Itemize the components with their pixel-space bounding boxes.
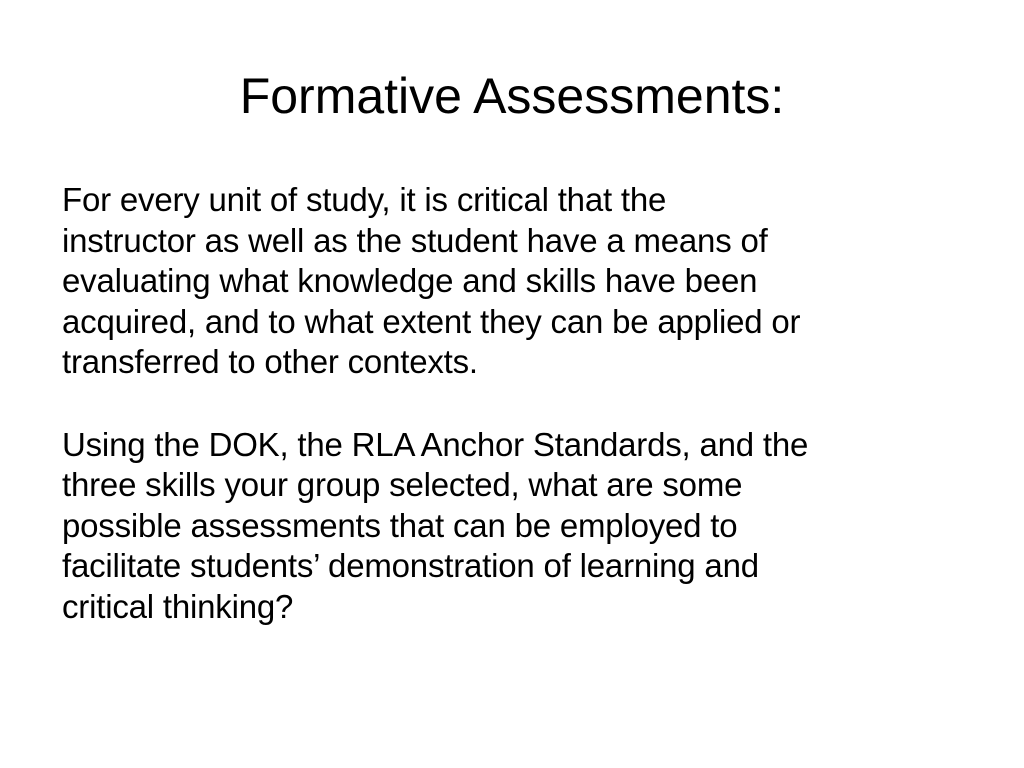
paragraph-unit-of-study — [62, 180, 972, 383]
paragraph-line: critical thinking? — [62, 587, 294, 625]
paragraph-line: transferred to other contexts. — [62, 343, 478, 380]
paragraph-line: possible assessments that can be employed to — [62, 506, 738, 544]
slide-body — [62, 180, 972, 669]
slide-title: Formative Assessments: — [239, 68, 785, 124]
paragraph-line: three skills your group selected, what are some — [62, 466, 743, 503]
paragraph-line: facilitate students’ demonstration of learning and — [62, 547, 759, 584]
paragraph-using-dok — [62, 425, 972, 628]
paragraph-line: acquired, and to what extent they can be applied or — [62, 302, 801, 340]
paragraph-line: instructor as well as the student have a means of — [62, 221, 768, 259]
paragraph-line: evaluating what knowledge and skills have been — [62, 262, 758, 299]
paragraph-line: Using the DOK, the RLA Anchor Standards, and the — [62, 425, 809, 463]
paragraph-line: For every unit of study, it is critical that the — [62, 181, 667, 218]
